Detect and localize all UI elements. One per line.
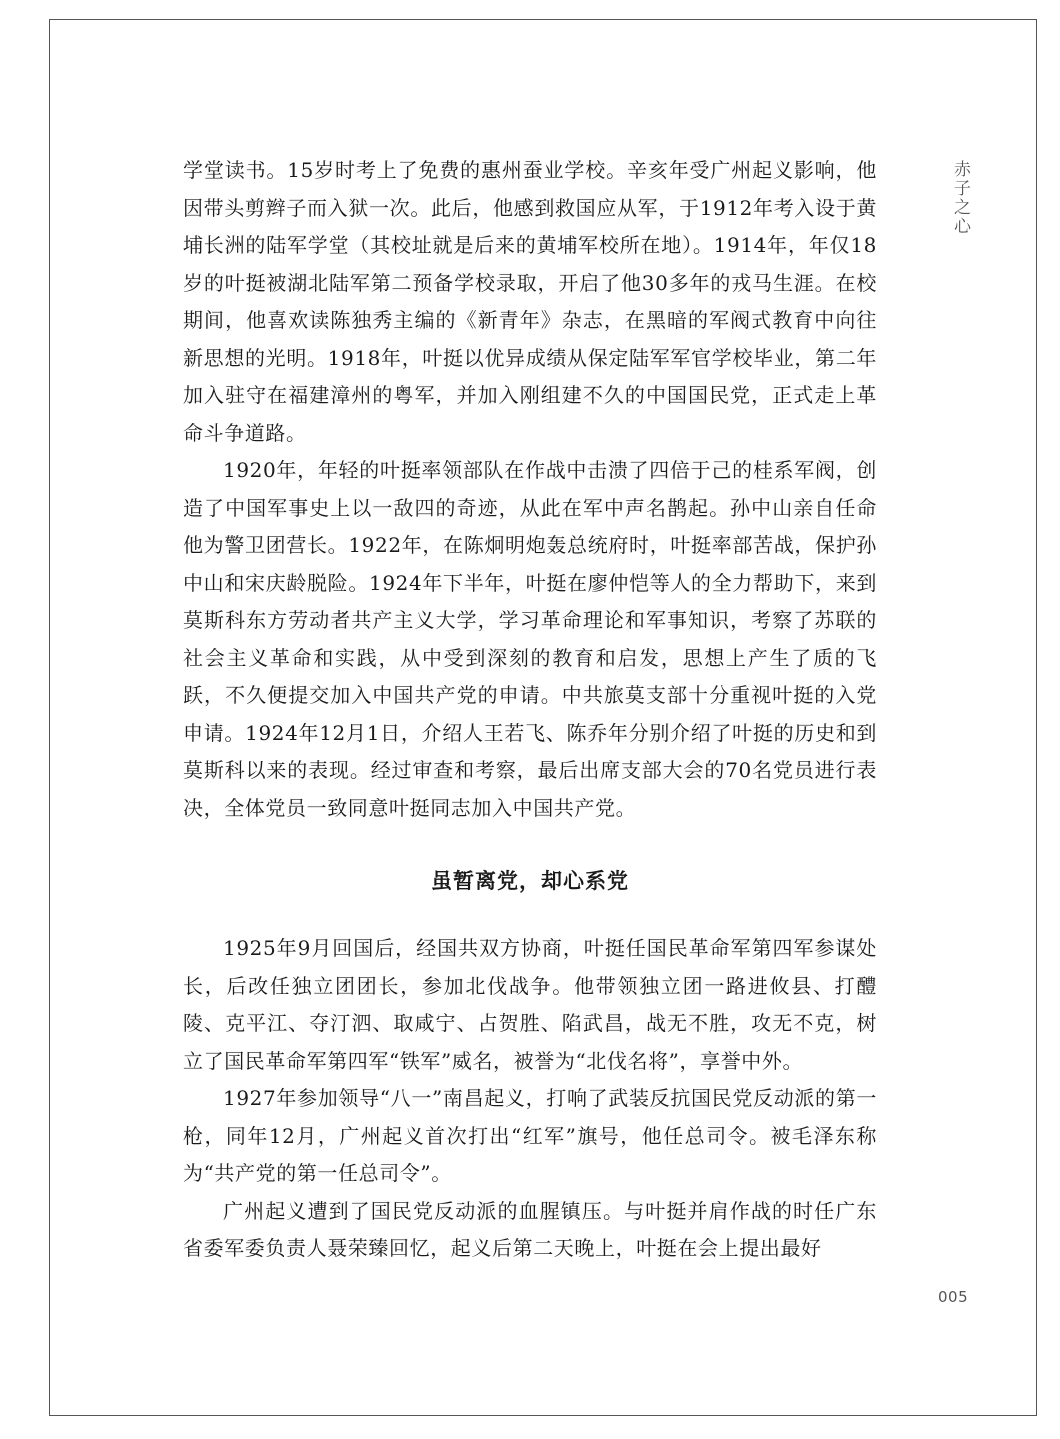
paragraph: 1927年参加领导“八一”南昌起义，打响了武装反抗国民党反动派的第一枪，同年12月，广州起义首次打出“红军”旗号，他任总司令。被毛泽东称为“共产党的第一任总司令”。 <box>183 1086 877 1185</box>
section-heading: 虽暂离党，却心系党 <box>431 869 629 893</box>
text-block-bottom <box>183 930 877 1268</box>
text-block-top <box>183 152 877 827</box>
page-number: 005 <box>938 1288 969 1306</box>
paragraph: 1920年，年轻的叶挺率领部队在作战中击溃了四倍于己的桂系军阀，创造了中国军事史上以一敌四的奇迹，从此在军中声名鹊起。孙中山亲自任命他为警卫团营长。1922年，在陈炯明炮轰总统府时，叶挺率部苦战，保护孙中山和宋庆龄脱险。1924年下半年，叶挺在廖仲恺等人的全力帮助下，来到莫斯科东方劳动者共产主义大学，学习革命理论和军事知识，考察了苏联的社会主义革命和实践，从中受到深刻的教育和启发，思想上产生了质的飞跃，不久便提交加入中国共产党的申请。中共旅莫支部十分重视叶挺的入党申请。1924年12月1日，介绍人王若飞、陈乔年分别介绍了叶挺的历史和到莫斯科以来的表现。经过审查和考察，最后出席支部大会的70名党员进行表决，全体党员一致同意叶挺同志加入中国共产党。 <box>183 458 877 820</box>
paragraph: 1925年9月回国后，经国共双方协商，叶挺任国民革命军第四军参谋处长，后改任独立团团长，参加北伐战争。他带领独立团一路进攸县、打醴陵、克平江、夺汀泗、取咸宁、占贺胜、陷武昌，战无不胜，攻无不克，树立了国民革命军第四军“铁军”威名，被誉为“北伐名将”，享誉中外。 <box>183 936 877 1073</box>
running-head: 赤子之心 <box>950 160 970 236</box>
paragraph: 学堂读书。15岁时考上了免费的惠州蚕业学校。辛亥年受广州起义影响，他因带头剪辫子而入狱一次。此后，他感到救国应从军，于1912年考入设于黄埔长洲的陆军学堂（其校址就是后来的黄埔军校所在地）。1914年，年仅18岁的叶挺被湖北陆军第二预备学校录取，开启了他30多年的戎马生涯。在校期间，他喜欢读陈独秀主编的《新青年》杂志，在黑暗的军阀式教育中向往新思想的光明。1918年，叶挺以优异成绩从保定陆军军官学校毕业，第二年加入驻守在福建漳州的粤军，并加入刚组建不久的中国国民党，正式走上革命斗争道路。 <box>183 158 877 445</box>
paragraph: 广州起义遭到了国民党反动派的血腥镇压。与叶挺并肩作战的时任广东省委军委负责人聂荣臻回忆，起义后第二天晚上，叶挺在会上提出最好 <box>183 1198 877 1260</box>
